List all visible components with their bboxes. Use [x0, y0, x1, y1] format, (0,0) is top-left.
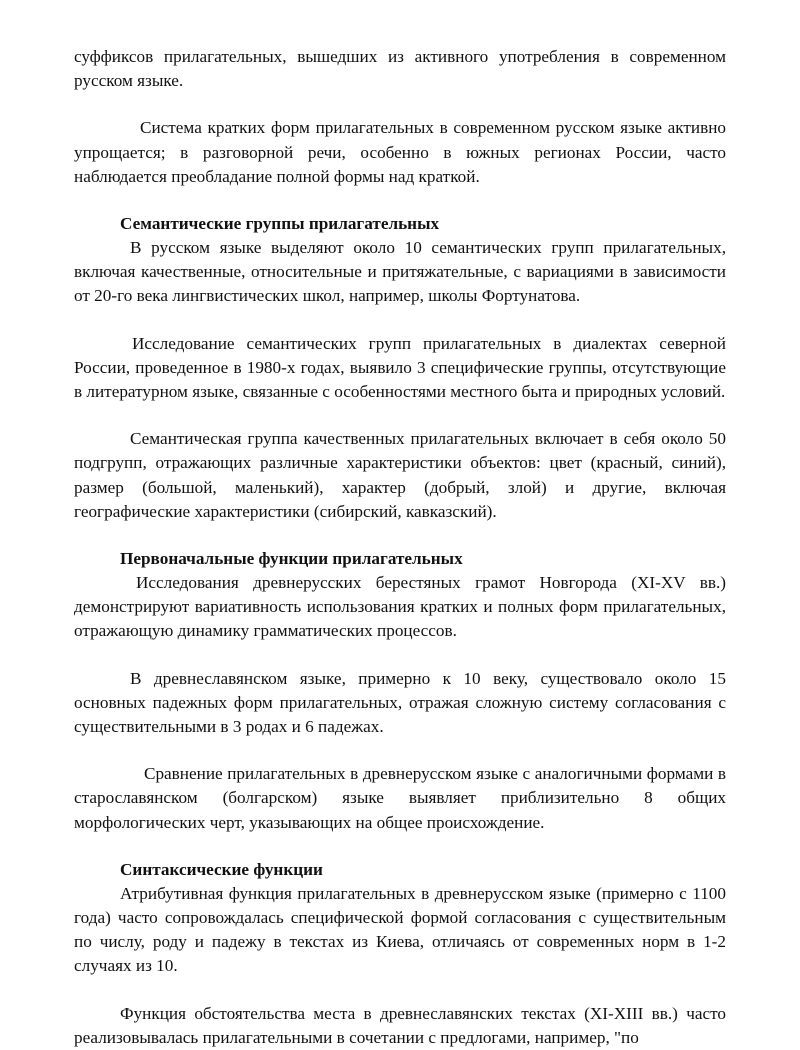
- paragraph-gap: [74, 93, 726, 116]
- paragraph-attributive-function: Атрибутивная функция прилагательных в древнерусском языке (примерно с 1100 года) часто сопровождалась специфической формой согласования с существительным по числу, роду и падежу в текстах из Киева, отличаясь от современных норм в 1-2 случаях из 10.: [74, 883, 726, 976]
- paragraph-semantic-groups-count: В русском языке выделяют около 10 семантических групп прилагательных, включая качественные, относительные и притяжательные, с вариациями в зависимости от 20-го века лингвистических школ, например, школы Фортунатова.: [74, 238, 726, 306]
- paragraph-old-slavonic-cases: В древнеславянском языке, примерно к 10 веку, существовало около 15 основных падежных форм прилагательных, отражая сложную систему согласования с существительными в 3 родах и 6 падежах.: [74, 668, 726, 737]
- heading-semantic-groups: Семантические группы прилагательных: [120, 214, 440, 234]
- paragraph-gap: [74, 189, 726, 212]
- paragraph-dialects-study: Исследование семантических групп прилагательных в диалектах северной России, проведенное в 1980-х годах, выявило 3 специфические группы, отсутствующие в литературном языке, связанные с особенностями местного быта и природных условий.: [74, 333, 726, 402]
- paragraph-gap: [74, 835, 726, 858]
- paragraph-gap: [74, 739, 726, 762]
- paragraph-short-forms: Система кратких форм прилагательных в современном русском языке активно упрощается; в разговорной речи, особенно в южных регионах России, часто наблюдается преобладание полной формы над краткой.: [74, 118, 726, 186]
- paragraph-gap: [74, 404, 726, 427]
- paragraph-adverbial-function: Функция обстоятельства места в древнеславянских текстах (XI-XIII вв.) часто реализовывалась прилагательными в сочетании с предлогами, например, "по: [74, 1003, 726, 1047]
- paragraph-birch-bark: Исследования древнерусских берестяных грамот Новгорода (XI-XV вв.) демонстрируют вариативность использования кратких и полных форм прилагательных, отражающую динамику грамматических процессов.: [74, 573, 726, 641]
- paragraph-gap: [74, 309, 726, 332]
- heading-original-functions: Первоначальные функции прилагательных: [120, 549, 463, 569]
- document-page: [74, 45, 726, 1050]
- paragraph-qualitative-group: Семантическая группа качественных прилагательных включает в себя около 50 подгрупп, отражающих различные характеристики объектов: цвет (красный, синий), размер (большой, маленький), характер (добрый, злой) и другие, включая географические характеристики (сибирский, кавказский).: [74, 429, 726, 521]
- paragraph-gap: [74, 524, 726, 547]
- paragraph-gap: [74, 979, 726, 1002]
- paragraph-comparison: Сравнение прилагательных в древнерусском языке с аналогичными формами в старославянском (болгарском) языке выявляет приблизительно 8 общих морфологических черт, указывающих на общее происхождение.: [74, 764, 726, 832]
- paragraph-adjective-suffixes: суффиксов прилагательных, вышедших из активного употребления в современном русском языке.: [74, 47, 726, 91]
- heading-syntactic-functions: Синтаксические функции: [120, 859, 323, 879]
- paragraph-gap: [74, 644, 726, 667]
